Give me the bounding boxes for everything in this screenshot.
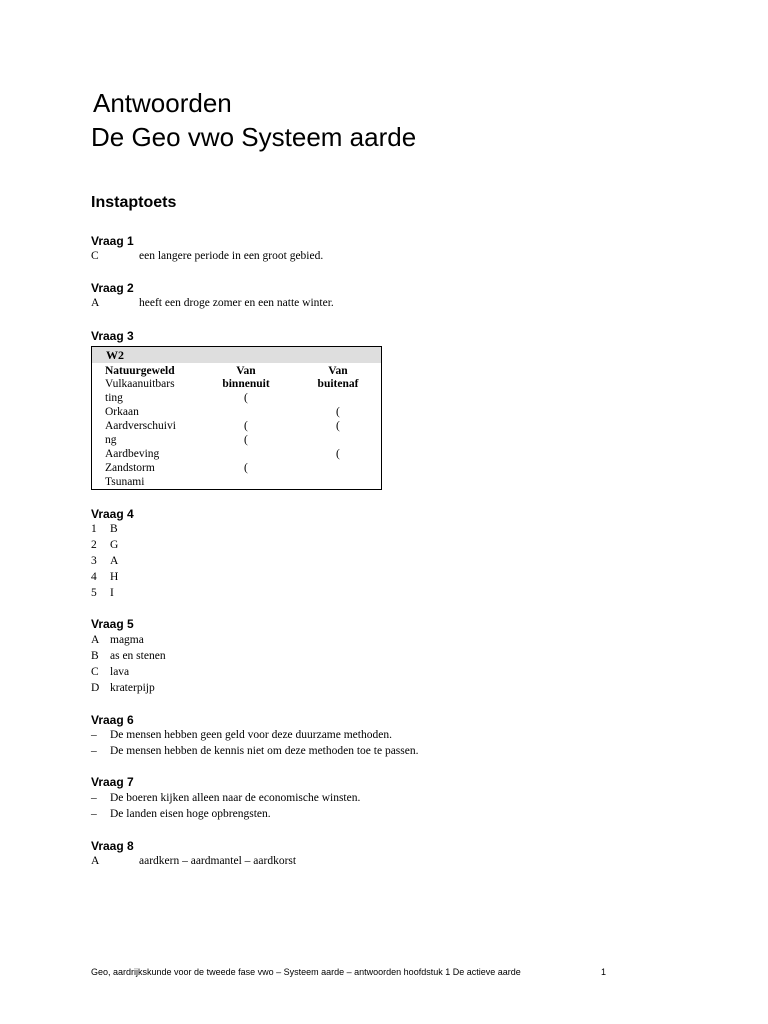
col-header-van-1: Van	[236, 365, 256, 377]
question-4-heading: Vraag 4	[91, 507, 134, 521]
table-title-bar	[92, 347, 381, 363]
col-header-binnenuit: binnenuit	[222, 378, 270, 390]
list-item: 2 G	[91, 539, 119, 551]
list-item: – De mensen hebben geen geld voor deze duurzame methoden.	[91, 729, 392, 741]
table-row-label: Aardverschuivi	[105, 420, 176, 432]
table-row-label: ng	[105, 434, 117, 446]
page-number: 1	[601, 967, 607, 977]
list-item: D kraterpijp	[91, 682, 155, 694]
question-3-heading: Vraag 3	[91, 329, 134, 343]
question-2-answer	[91, 295, 334, 311]
table-mark: (	[244, 392, 248, 404]
answer-text: aardkern – aardmantel – aardkorst	[139, 855, 297, 867]
col-header-van-2: Van	[328, 365, 348, 377]
list-item: 5 I	[91, 587, 114, 599]
table-row-label: Tsunami	[105, 476, 145, 488]
list-item: 1 B	[91, 523, 118, 535]
page-footer: Geo, aardrijkskunde voor de tweede fase vwo – Systeem aarde – antwoorden hoofdstuk 1 De actieve aarde	[91, 967, 521, 977]
answer-label: C	[91, 250, 99, 262]
table-mark: (	[244, 434, 248, 446]
list-item: C lava	[91, 666, 130, 678]
table-title: W2	[106, 348, 124, 362]
table-mark: (	[336, 448, 340, 460]
table-row-label: Zandstorm	[105, 462, 155, 474]
question-1-heading: Vraag 1	[91, 234, 134, 248]
question-5-heading: Vraag 5	[91, 617, 134, 631]
question-1-answer	[91, 248, 323, 264]
list-item: A magma	[91, 634, 144, 646]
col-header-buitenaf: buitenaf	[317, 378, 359, 390]
question-2-heading: Vraag 2	[91, 281, 134, 295]
answer-table	[91, 346, 382, 490]
list-item: – De landen eisen hoge opbrengsten.	[91, 808, 271, 820]
answer-text: heeft een droge zomer en een natte winter.	[139, 297, 334, 309]
table-row-label: Vulkaanuitbars	[105, 378, 175, 390]
answer-label: A	[91, 297, 100, 309]
question-8-heading: Vraag 8	[91, 839, 134, 853]
section-heading: Instaptoets	[91, 194, 177, 211]
table-mark: (	[244, 462, 248, 474]
list-item: B as en stenen	[91, 650, 166, 662]
answer-label: A	[91, 855, 100, 867]
list-item: – De boeren kijken alleen naar de economische winsten.	[91, 792, 361, 804]
title-line-1: Antwoorden	[93, 88, 232, 118]
question-8-answer	[91, 853, 296, 869]
table-mark: (	[336, 406, 340, 418]
list-item: 4 H	[91, 571, 119, 583]
question-6-heading: Vraag 6	[91, 713, 134, 727]
table-row-label: Orkaan	[105, 406, 139, 418]
col-header-natuurgeweld: Natuurgeweld	[105, 365, 175, 377]
table-mark: (	[336, 420, 340, 432]
table-row-label: ting	[105, 392, 123, 404]
answer-text: een langere periode in een groot gebied.	[139, 250, 324, 262]
table-mark: (	[244, 420, 248, 432]
list-item: – De mensen hebben de kennis niet om deze methoden toe te passen.	[91, 745, 419, 757]
table-row-label: Aardbeving	[105, 448, 160, 460]
question-7-heading: Vraag 7	[91, 775, 134, 789]
list-item: 3 A	[91, 555, 119, 567]
title-line-2: De Geo vwo Systeem aarde	[91, 122, 417, 152]
